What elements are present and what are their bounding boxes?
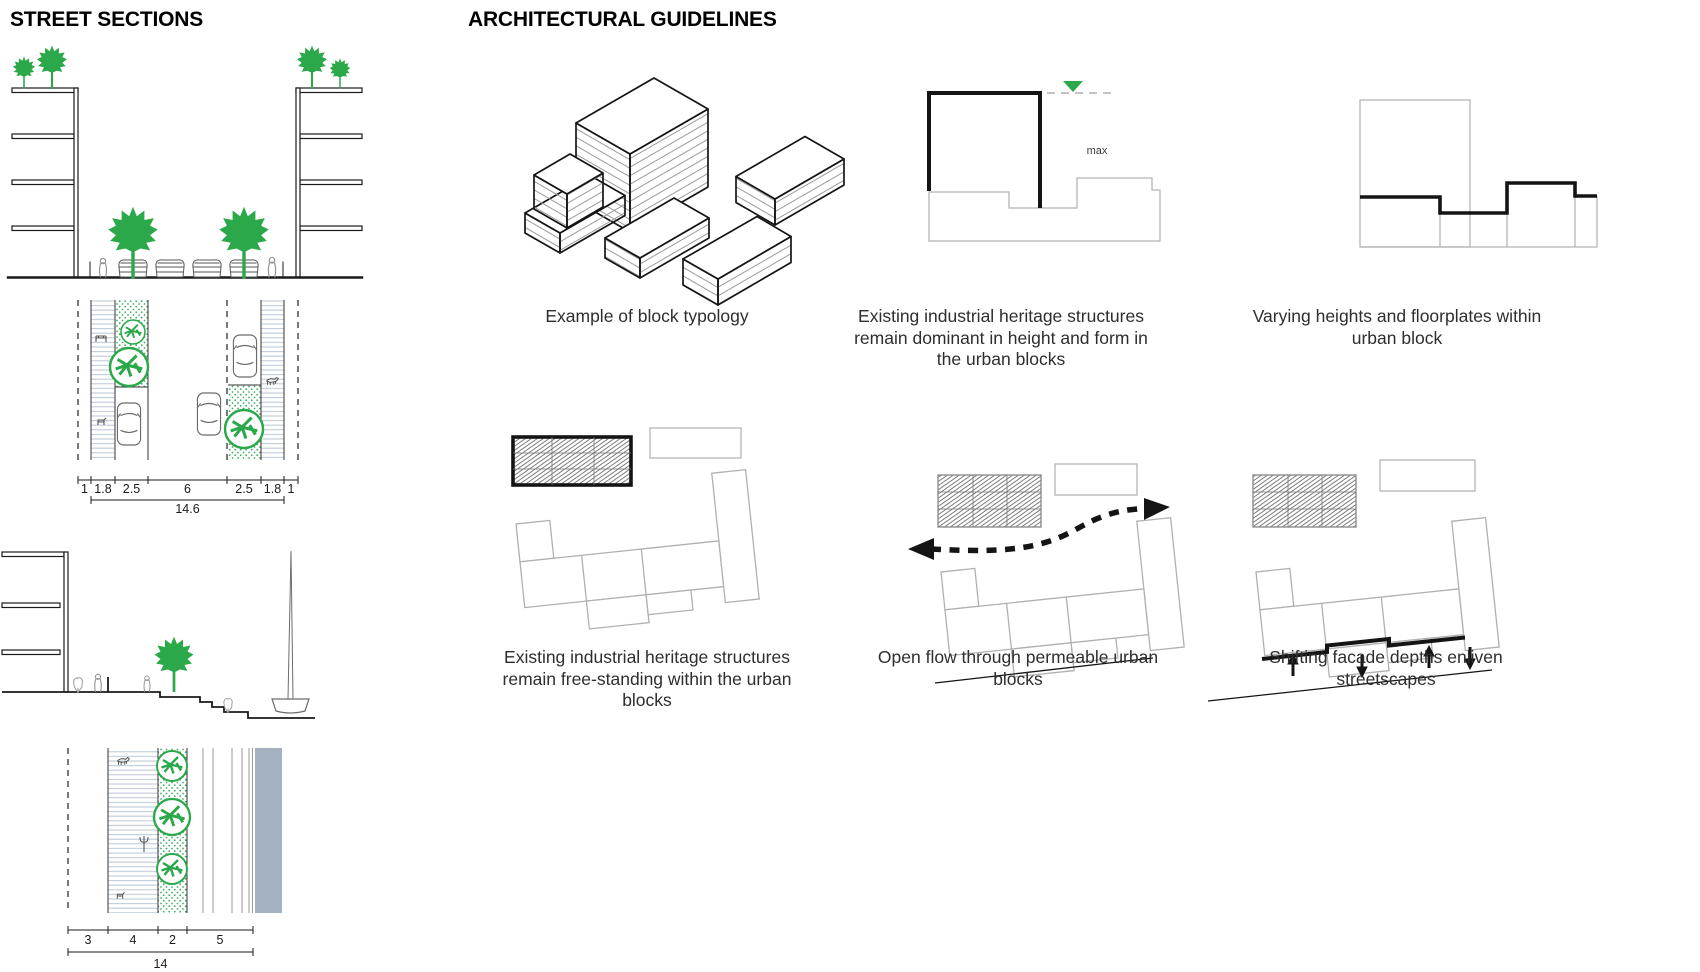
dim-label: 1 xyxy=(287,482,295,496)
rooftop-tree-icon xyxy=(37,45,67,88)
quay-steps-ground-line xyxy=(2,692,315,718)
neighbor-block xyxy=(1380,460,1475,491)
dim-label: 4 xyxy=(129,933,137,947)
boat-icon xyxy=(272,551,309,713)
heritage-structure-hatched xyxy=(513,437,631,485)
car-plan-icon xyxy=(233,335,256,377)
street-tree-icon xyxy=(155,637,194,693)
person-icon xyxy=(268,258,275,277)
street-plan-upper xyxy=(78,300,298,516)
architectural-guidelines-title: ARCHITECTURAL GUIDELINES xyxy=(468,8,777,31)
dim-label: 1.8 xyxy=(94,482,112,496)
tree-plan-icon xyxy=(157,854,187,884)
arrowhead-right-icon xyxy=(1144,498,1170,520)
tree-plan-icon xyxy=(157,751,187,781)
dim-label: 2.5 xyxy=(122,482,141,496)
person-icon xyxy=(100,258,107,277)
street-tree-icon xyxy=(108,207,157,277)
car-plan-icon xyxy=(197,393,220,435)
right-building-section xyxy=(296,88,362,277)
tree-plan-icon xyxy=(121,320,145,344)
tree-plan-icon xyxy=(154,799,190,835)
dim-label: 2 xyxy=(169,933,176,947)
rooftop-tree-icon xyxy=(297,45,327,88)
urban-block-skyline xyxy=(929,178,1160,241)
parked-car-icon xyxy=(193,260,221,277)
iso-block-right xyxy=(736,137,844,226)
caption-block-typology: Example of block typology xyxy=(545,306,749,326)
arrowhead-left-icon xyxy=(908,538,934,560)
block-outlines xyxy=(1360,100,1597,247)
shrub-icon xyxy=(74,678,83,692)
block-typology-diagram xyxy=(525,78,844,305)
heritage-dominant-diagram xyxy=(929,81,1160,241)
parked-car-icon xyxy=(156,260,184,277)
urban-block-plan xyxy=(513,470,761,636)
level-marker-icon xyxy=(1063,81,1083,92)
tree-plan-icon xyxy=(110,348,148,386)
dim-label: 6 xyxy=(184,482,191,496)
quay-step-lines xyxy=(203,748,253,913)
tree-plan-icon xyxy=(225,410,263,448)
dim-label: 3 xyxy=(84,933,92,947)
street-plan-lower xyxy=(68,748,282,971)
neighbor-block xyxy=(1055,464,1137,495)
dim-label: 2.5 xyxy=(235,482,253,496)
dim-label: 1.8 xyxy=(263,482,282,496)
caption-shifting-facades: Shifting facade depths enliven streetscapes xyxy=(1269,647,1503,689)
street-tree-icon xyxy=(219,207,268,277)
street-section-upper xyxy=(8,45,362,277)
sidewalk-hatch xyxy=(91,300,115,460)
max-label: max xyxy=(1086,145,1108,157)
left-building-section xyxy=(12,88,78,277)
rooftop-tree-icon xyxy=(330,58,351,88)
sidewalk-hatch xyxy=(261,300,284,460)
dim-label: 1 xyxy=(81,482,88,496)
neighbor-block xyxy=(650,428,741,458)
dim-label: 5 xyxy=(216,933,224,947)
sidewalk-hatch xyxy=(108,748,158,913)
rooftop-tree-icon xyxy=(13,57,35,88)
car-plan-icon xyxy=(117,403,140,445)
dimension-line xyxy=(68,926,253,956)
dim-total-label: 14 xyxy=(153,957,168,971)
dim-total-label: 14.6 xyxy=(175,502,200,516)
shrub-icon xyxy=(224,698,232,712)
person-icon xyxy=(144,676,150,692)
person-icon xyxy=(95,674,102,692)
caption-heritage-freestanding: Existing industrial heritage structures remain free-standing within the urban blocks xyxy=(502,647,792,711)
caption-heritage-dominant: Existing industrial heritage structures remain dominant in height and form in the urban blocks xyxy=(854,306,1148,370)
street-sections-title: STREET SECTIONS xyxy=(10,8,204,31)
left-building-section xyxy=(2,552,68,692)
varying-heights-diagram xyxy=(1360,100,1597,247)
street-section-lower xyxy=(2,551,315,718)
heritage-structure-hatched xyxy=(938,475,1041,527)
water-area xyxy=(255,748,282,913)
caption-varying-heights: Varying heights and floorplates within urban block xyxy=(1252,306,1542,348)
heritage-structure-outline xyxy=(929,93,1040,208)
caption-open-flow: Open flow through permeable urban blocks xyxy=(877,647,1159,689)
heritage-freestanding-diagram xyxy=(513,428,761,635)
heritage-structure-hatched xyxy=(1253,475,1356,527)
